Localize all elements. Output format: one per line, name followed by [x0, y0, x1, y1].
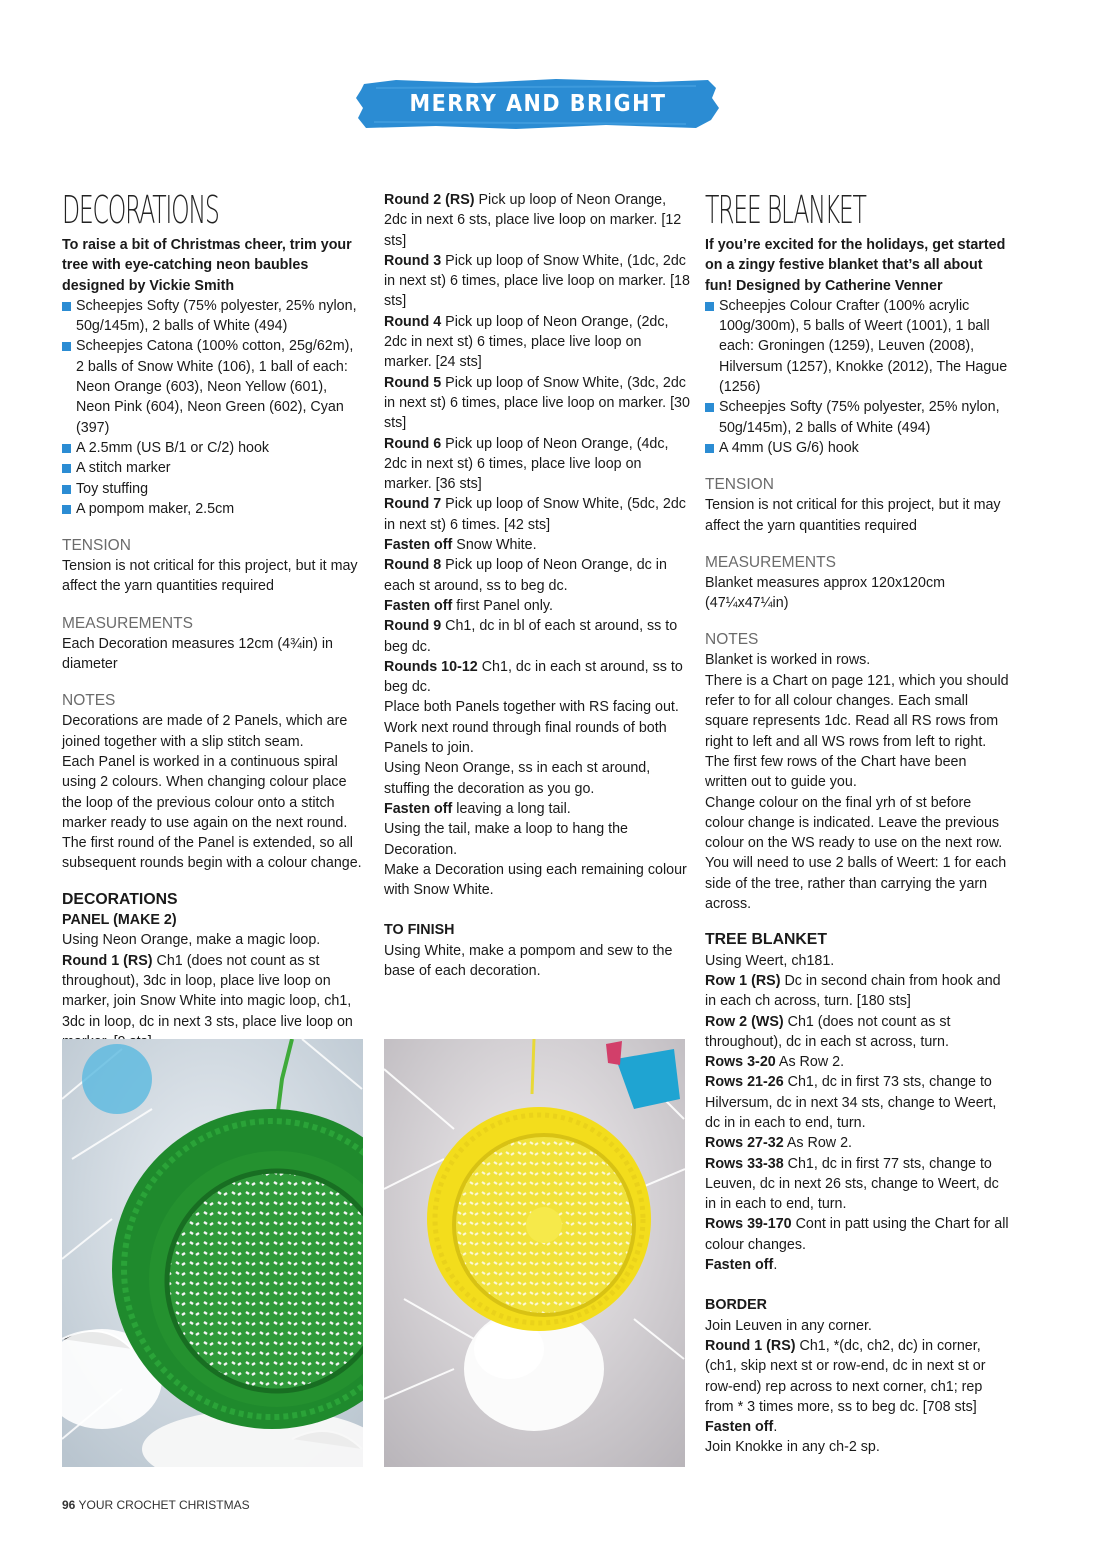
page-footer	[62, 1498, 250, 1512]
decorations-continued-column	[384, 190, 690, 981]
material-item: A 4mm (US G/6) hook	[705, 438, 1011, 458]
border-fasten-off: Fasten off.	[705, 1419, 778, 1436]
step-text: Using the tail, make a loop to hang the Decoration.	[384, 821, 628, 858]
decorations-intro: To raise a bit of Christmas cheer, trim your tree with eye-catching neon baubles designed by Vickie Smith	[62, 237, 352, 294]
pattern-round	[384, 434, 690, 495]
blanket-intro: If you’re excited for the holidays, get started on a zingy festive blanket that’s all about fun! Designed by Catherine Venner	[705, 237, 1006, 294]
step-text: Ch1, dc in first 73 sts, change to Hilversum, dc in next 34 sts, change to Weert, dc in in each to end, turn.	[705, 1074, 997, 1131]
panel-start: Using Neon Orange, make a magic loop.	[62, 932, 321, 949]
material-item: A pompom maker, 2.5cm	[62, 499, 364, 519]
round-label: Round 1 (RS)	[705, 1337, 796, 1354]
material-item: Toy stuffing	[62, 479, 364, 499]
step-label: Rounds 10-12	[384, 658, 478, 675]
tension-text: Tension is not critical for this project, but it may affect the yarn quantities required	[705, 497, 1001, 534]
pattern-round	[384, 697, 690, 758]
border-heading: BORDER	[705, 1297, 767, 1314]
pattern-row	[705, 1072, 1011, 1133]
pattern-round	[384, 251, 690, 312]
round-label: Round 1 (RS)	[62, 952, 153, 969]
magazine-title: YOUR CROCHET CHRISTMAS	[78, 1498, 250, 1512]
step-label: Rows 27-32	[705, 1135, 784, 1152]
step-label: Fasten off	[384, 537, 453, 554]
decorations-title: DECORATIONS	[62, 188, 219, 232]
step-label: Fasten off	[705, 1257, 774, 1274]
step-text: Place both Panels together with RS facing out. Work next round through final rounds of both Panels to join.	[384, 699, 679, 757]
pattern-round	[384, 860, 690, 901]
step-text: .	[773, 1257, 778, 1274]
material-item: Scheepjes Catona (100% cotton, 25g/62m), 2 balls of Snow White (106), 1 ball of each: Neon Orange (603), Neon Yellow (601), Neon Pink (604), Neon Green (602), Cyan (397)	[62, 336, 364, 437]
step-text: Ch1, dc in each st around, ss to beg dc.	[384, 658, 683, 696]
pattern-rounds	[384, 190, 690, 900]
notes-paragraph: Decorations are made of 2 Panels, which are joined together with a slip stitch seam.	[62, 713, 348, 750]
pattern-round	[384, 799, 690, 819]
pattern-round	[384, 535, 690, 555]
step-text: Snow White.	[452, 537, 537, 554]
pattern-row	[705, 1214, 1011, 1255]
finish-text: Using White, make a pompom and sew to the base of each decoration.	[384, 942, 673, 979]
material-item: Scheepjes Colour Crafter (100% acrylic 100g/300m), 5 balls of Weert (1001), 1 ball each: Groningen (1259), Leuven (2008), Hilversum (1257), Knokke (2012), The Hague (1256)	[705, 296, 1011, 397]
step-text: Ch1, dc in first 77 sts, change to Leuven, dc in next 26 sts, change to Weert, dc in in each to end, turn.	[705, 1155, 999, 1213]
step-label: Round 9	[384, 618, 442, 635]
pattern-heading: DECORATIONS	[62, 890, 178, 908]
step-label: Round 2 (RS)	[384, 192, 475, 208]
round-text: Ch1 (does not count as st throughout), 3dc in loop, place live loop on marker, join Snow White into magic loop, ch1, 3dc in loop, dc in next 3 sts, place live loop on	[62, 952, 353, 1030]
step-text: Ch1, dc in bl of each st around, ss to beg dc.	[384, 618, 678, 655]
step-label: Round 7	[384, 496, 442, 513]
pattern-row	[705, 1255, 1011, 1275]
step-text: Pick up loop of Neon Orange, (4dc, 2dc in next st) 6 times, place live loop on marker. [36 sts]	[384, 435, 669, 493]
step-label: Rows 3-20	[705, 1054, 776, 1071]
panel-heading: PANEL (MAKE 2)	[62, 912, 177, 929]
notes-paragraph: Each Panel is worked in a continuous spiral using 2 colours. When changing colour place the loop of the previous colour onto a stitch marker ready to use again on the next round. The first round of the Panel is extended, so all subsequent rounds begin with a colour change.	[62, 753, 362, 872]
decorations-materials	[62, 296, 364, 519]
step-label: Round 8	[384, 557, 442, 574]
step-text: Pick up loop of Neon Orange, 2dc in next 6 sts, place live loop on marker. [12 sts]	[384, 192, 682, 249]
blanket-title: TREE BLANKET	[705, 188, 866, 232]
step-text: Pick up loop of Snow White, (3dc, 2dc in next st) 6 times, place live loop on marker. [30 sts]	[384, 374, 690, 432]
step-label: Rows 33-38	[705, 1155, 784, 1172]
notes-paragraph: Blanket is worked in rows.	[705, 652, 871, 669]
notes-heading: NOTES	[62, 692, 116, 710]
border-round-1	[705, 1336, 1011, 1417]
step-text: Cont in patt using the Chart for all colour changes.	[705, 1216, 1009, 1253]
pattern-round	[384, 596, 690, 616]
pattern-heading: TREE BLANKET	[705, 931, 827, 949]
step-label: Round 5	[384, 374, 442, 391]
pattern-row	[705, 1133, 1011, 1153]
step-label: Round 4	[384, 313, 442, 330]
material-item: Scheepjes Softy (75% polyester, 25% nylon, 50g/145m), 2 balls of White (494)	[705, 397, 1011, 438]
measurements-heading: MEASUREMENTS	[62, 614, 193, 632]
step-label: Row 1 (RS)	[705, 972, 781, 989]
blanket-start: Using Weert, ch181.	[705, 952, 835, 969]
material-item: A 2.5mm (US B/1 or C/2) hook	[62, 438, 364, 458]
pattern-round	[384, 758, 690, 799]
step-text: Dc in second chain from hook and in each ch across, turn. [180 sts]	[705, 972, 1001, 1010]
pattern-row	[705, 971, 1011, 1012]
step-text: Pick up loop of Neon Orange, dc in each st around, ss to beg dc.	[384, 557, 667, 594]
step-text: leaving a long tail.	[452, 800, 571, 817]
decorations-column	[62, 188, 364, 1052]
pattern-row	[705, 1154, 1011, 1215]
pattern-row	[705, 1012, 1011, 1053]
pattern-round	[384, 616, 690, 657]
step-text: Ch1 (does not count as st throughout), dc in each st across, turn.	[705, 1013, 951, 1050]
step-label: Rows 21-26	[705, 1074, 784, 1091]
step-text: As Row 2.	[783, 1135, 853, 1152]
material-item: Scheepjes Softy (75% polyester, 25% nylon, 50g/145m), 2 balls of White (494)	[62, 296, 364, 337]
round-1	[62, 951, 364, 1052]
step-text: first Panel only.	[452, 597, 553, 614]
measurements-text: Blanket measures approx 120x120cm (47¼x47¼in)	[705, 574, 946, 612]
banner-title: MERRY AND BRIGHT COLLECTION	[409, 91, 667, 169]
border-start: Join Leuven in any corner.	[705, 1317, 872, 1334]
step-label: Row 2 (WS)	[705, 1013, 784, 1030]
finish-heading: TO FINISH	[384, 922, 455, 939]
measurements-text: Each Decoration measures 12cm (4¾in) in diameter	[62, 635, 333, 673]
notes-paragraph: There is a Chart on page 121, which you should refer to for all colour changes. Each small square represents 1dc. Read all RS rows from right to left and all WS rows from left to right. The first few rows of the Chart have been written out to guide you.	[705, 672, 1009, 791]
notes-paragraph: Change colour on the final yrh of st before colour change is indicated. Leave the previous colour on the WS ready to use on the next row. You will need to use 2 balls of Weert: 1 for each side of the tree, rather than carrying the yarn across.	[705, 794, 1007, 913]
collection-banner	[356, 78, 720, 169]
round-text: Ch1, *(dc, ch2, dc) in corner, (ch1, skip next st or row-end, dc in next st or row-end) rep across to next corner, ch1; rep from * 3 times more, ss to beg dc. [708 sts]	[705, 1337, 986, 1415]
page-number: 96	[62, 1498, 76, 1512]
step-label: Rows 39-170	[705, 1216, 792, 1233]
step-label: Fasten off	[384, 800, 453, 817]
blanket-column	[705, 188, 1011, 1458]
pattern-round	[384, 190, 690, 251]
tension-text: Tension is not critical for this project, but it may affect the yarn quantities required	[62, 558, 358, 595]
material-item: A stitch marker	[62, 458, 364, 478]
measurements-heading: MEASUREMENTS	[705, 553, 836, 571]
step-text: Pick up loop of Snow White, (1dc, 2dc in next st) 6 times, place live loop on marker. [18 sts]	[384, 252, 690, 310]
step-label: Round 6	[384, 435, 442, 452]
tension-heading: TENSION	[62, 537, 131, 555]
pattern-round	[384, 555, 690, 596]
pattern-round	[384, 657, 690, 698]
step-text: Pick up loop of Snow White, (5dc, 2dc in next st) 6 times. [42 sts]	[384, 496, 686, 533]
pattern-rows	[705, 971, 1011, 1275]
green-bauble-photo	[62, 1039, 363, 1467]
step-text: Make a Decoration using each remaining colour with Snow White.	[384, 861, 687, 899]
pattern-row	[705, 1052, 1011, 1072]
step-text: As Row 2.	[775, 1054, 845, 1071]
pattern-round	[384, 312, 690, 373]
pattern-round	[384, 373, 690, 434]
blanket-materials	[705, 296, 1011, 458]
step-text: Pick up loop of Neon Orange, (2dc, 2dc in next st) 6 times, place live loop on marker. [24 sts]	[384, 313, 669, 371]
border-end: Join Knokke in any ch-2 sp.	[705, 1439, 880, 1456]
step-label: Fasten off	[384, 597, 453, 614]
tension-heading: TENSION	[705, 476, 774, 494]
yellow-bauble-photo	[384, 1039, 685, 1467]
step-label: Round 3	[384, 252, 442, 269]
notes-heading: NOTES	[705, 631, 759, 649]
step-text: Using Neon Orange, ss in each st around, stuffing the decoration as you go.	[384, 760, 651, 797]
pattern-round	[384, 494, 690, 535]
pattern-round	[384, 819, 690, 860]
